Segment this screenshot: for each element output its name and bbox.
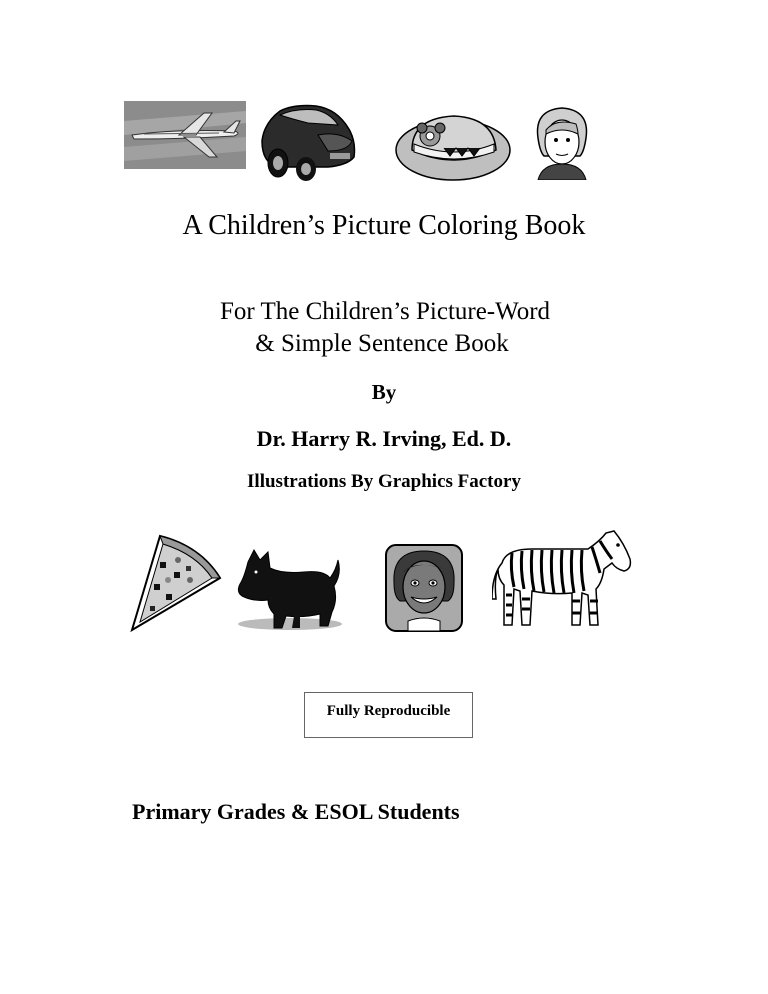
subtitle-line-1: For The Children’s Picture-Word (219, 298, 551, 325)
by-label: By (371, 380, 397, 404)
scottie-dog-icon (234, 548, 344, 632)
zebra-icon (492, 529, 634, 633)
smiling-face-icon (384, 543, 464, 633)
reproducible-box (304, 692, 473, 738)
author-name: Dr. Harry R. Irving, Ed. D. (256, 426, 512, 451)
airplane-icon (124, 101, 246, 169)
hat-icon (394, 110, 512, 182)
book-title: A Children’s Picture Coloring Book (182, 210, 586, 241)
car-icon (258, 101, 358, 181)
pizza-slice-icon (130, 532, 222, 632)
reproducible-label: Fully Reproducible (326, 703, 451, 719)
girl-face-icon (532, 104, 592, 180)
audience-label: Primary Grades & ESOL Students (132, 799, 460, 824)
subtitle-line-2: & Simple Sentence Book (255, 330, 509, 357)
illustrations-credit: Illustrations By Graphics Factory (247, 471, 521, 492)
